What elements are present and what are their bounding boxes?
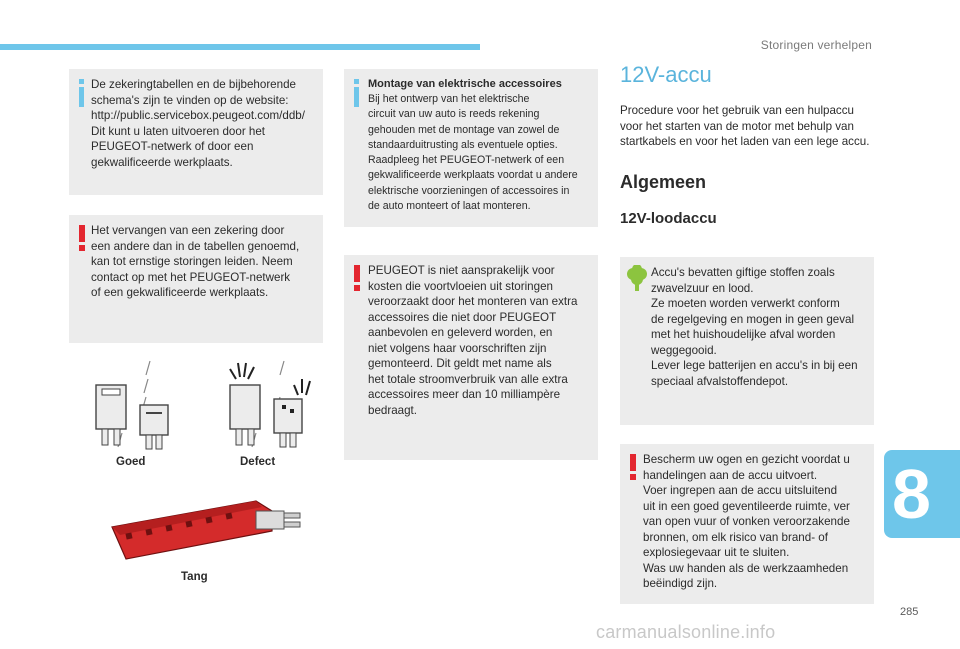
battery-safety-warning-box bbox=[620, 444, 874, 604]
heading-lead-battery: 12V-loodaccu bbox=[620, 210, 717, 227]
fuse-defect-illustration bbox=[222, 355, 322, 455]
section-header: Storingen verhelpen bbox=[760, 38, 872, 52]
info-icon bbox=[79, 79, 84, 112]
exclamation-icon bbox=[79, 225, 85, 256]
exclamation-icon bbox=[630, 454, 636, 485]
tree-icon bbox=[626, 265, 648, 298]
fuse-table-info-text: De zekeringtabellen en de bijbehorende schema's zijn te vinden op de website: http://public.servicebox.peugeot.com/ddb/ Dit kunt u laten uitvoeren door het PEUGEOT-netwerk of door een gekwalificeerde werkplaats. bbox=[91, 78, 305, 169]
accessory-mounting-title: Montage van elektrische accessoires bbox=[368, 78, 562, 90]
environment-note-box bbox=[620, 257, 874, 425]
fuse-replacement-warning-box bbox=[69, 215, 323, 343]
chapter-tab bbox=[884, 450, 960, 538]
exclamation-icon bbox=[354, 265, 360, 296]
caption-defect: Defect bbox=[240, 456, 276, 468]
page-number: 285 bbox=[900, 606, 919, 618]
accessory-mounting-info-box bbox=[344, 69, 598, 227]
fuse-table-info-box bbox=[69, 69, 323, 195]
liability-warning-text: PEUGEOT is niet aansprakelijk voor kosten die voortvloeien uit storingen veroorzaakt door het monteren van extra accessoires die niet door PEUGEOT aanbevolen en geleverd worden, en niet volgens haar voorschriften zijn gemonteerd. Dit geldt met name als het totale stroomverbruik van alle extra accessoires meer dan 10 milliampère bedraagt. bbox=[368, 264, 578, 417]
fuse-good-illustration bbox=[88, 355, 178, 455]
heading-general: Algemeen bbox=[620, 172, 707, 192]
top-accent-bar bbox=[0, 44, 480, 50]
fuse-puller-tool-illustration bbox=[106, 497, 306, 567]
environment-note-text: Accu's bevatten giftige stoffen zoals zwavelzuur en lood. Ze moeten worden verwerkt conform de regelgeving en mogen in geen geval met het huishoudelijke afval worden weggegooid. Lever lege batterijen en accu's in bij een speciaal afvalstoffendepot. bbox=[651, 266, 858, 388]
chapter-number: 8 bbox=[892, 455, 931, 533]
fuse-replacement-warning-text: Het vervangen van een zekering door een andere dan in de tabellen genoemd, kan tot ernstige storingen leiden. Neem contact op met het PEUGEOT-netwerk of een gekwalificeerde werkplaats. bbox=[91, 224, 300, 299]
battery-intro-text: Procedure voor het gebruik van een hulpaccu voor het starten van de motor met behulp van startkabels en voor het laden van een lege accu. bbox=[620, 104, 870, 148]
page-title: 12V-accu bbox=[620, 62, 712, 87]
watermark: carmanualsonline.info bbox=[596, 622, 776, 642]
accessory-mounting-text: Bij het ontwerp van het elektrische circuit van uw auto is reeds rekening gehouden met de montage van zowel de standaarduitrusting als eventuele opties. Raadpleeg het PEUGEOT-netwerk of een gekwalificeerde werkplaats voordat u andere elektrische voorzieningen of accessoires in de auto monteert of laat monteren. bbox=[368, 93, 578, 213]
caption-tang: Tang bbox=[181, 571, 208, 583]
info-icon bbox=[354, 79, 359, 112]
liability-warning-box bbox=[344, 255, 598, 460]
caption-good: Goed bbox=[116, 456, 146, 468]
battery-safety-warning-text: Bescherm uw ogen en gezicht voordat u handelingen aan de accu uitvoert. Voer ingrepen aan de accu uitsluitend uit in een goed geventileerde ruimte, ver van open vuur of vonken veroorzakende bronnen, om elk risico van brand- of explosiegevaar uit te sluiten. Was uw handen als de werkzaamheden beëindigd zijn. bbox=[643, 453, 850, 590]
